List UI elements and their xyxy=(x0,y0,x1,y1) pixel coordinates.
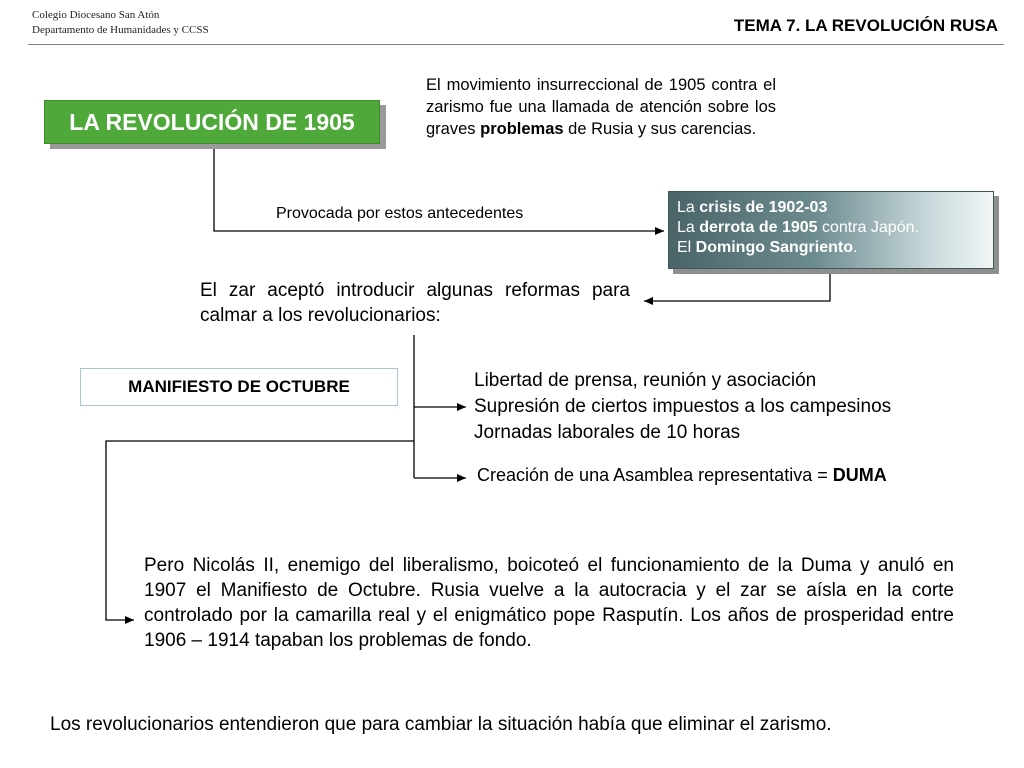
antecedente-crisis xyxy=(677,198,993,218)
conclusion-text: Los revolucionarios entendieron que para cambiar la situación había que eliminar el zarismo. xyxy=(50,714,832,735)
reforms-list xyxy=(474,368,891,446)
antecedente-derrota xyxy=(677,218,993,238)
antecedente-domingo-suffix: . xyxy=(853,239,858,256)
antecedentes-box xyxy=(668,191,994,269)
duma-text-main: Creación de una Asamblea representativa = xyxy=(477,465,833,485)
antecedente-derrota-prefix: La xyxy=(677,219,700,236)
intro-text-after: de Rusia y sus carencias. xyxy=(563,120,757,138)
antecedente-domingo xyxy=(677,238,993,258)
antecedente-derrota-bold: derrota de 1905 xyxy=(699,219,818,236)
duma-text-bold: DUMA xyxy=(832,465,887,485)
duma-text xyxy=(477,465,887,486)
antecedente-crisis-prefix: La xyxy=(677,199,700,216)
intro-text-before: El movimiento insurreccional de 1905 contra el zarismo fue una llamada de atención sobre los graves xyxy=(426,76,776,138)
nicolas-paragraph: Pero Nicolás II, enemigo del liberalismo, boicoteó el funcionamiento de la Duma y anuló en 1907 el Manifiesto de Octubre. Rusia vuelve a la autocracia y el zar se aísla en la corte controlado por la camarilla real y el enigmático pope Rasputín. Los años de prosperidad entre 1906 – 1914 tapaban los problemas de fondo. xyxy=(144,555,954,651)
intro-text-bold: problemas xyxy=(480,120,564,138)
antecedente-derrota-suffix: contra Japón. xyxy=(817,219,919,236)
manifiesto-box: MANIFIESTO DE OCTUBRE xyxy=(80,368,398,406)
reform-item: Jornadas laborales de 10 horas xyxy=(474,422,741,443)
zar-reforms-text: El zar aceptó introducir algunas reformas para calmar a los revolucionarios: xyxy=(200,280,630,326)
antecedente-crisis-bold: crisis de 1902-03 xyxy=(699,199,828,216)
title-box: LA REVOLUCIÓN DE 1905 xyxy=(44,100,380,144)
reform-item: Libertad de prensa, reunión y asociación xyxy=(474,370,817,391)
connector-antecedentes-to-zar xyxy=(644,274,830,301)
reform-item: Supresión de ciertos impuestos a los campesinos xyxy=(474,396,892,417)
provocada-label: Provocada por estos antecedentes xyxy=(276,205,524,222)
school-line-2: Departamento de Humanidades y CCSS xyxy=(32,24,209,36)
antecedente-domingo-prefix: El xyxy=(677,239,696,256)
intro-text xyxy=(426,74,776,140)
antecedente-domingo-bold: Domingo Sangriento xyxy=(695,239,853,256)
page-title: TEMA 7. LA REVOLUCIÓN RUSA xyxy=(733,16,998,35)
school-line-1: Colegio Diocesano San Atón xyxy=(32,9,160,21)
